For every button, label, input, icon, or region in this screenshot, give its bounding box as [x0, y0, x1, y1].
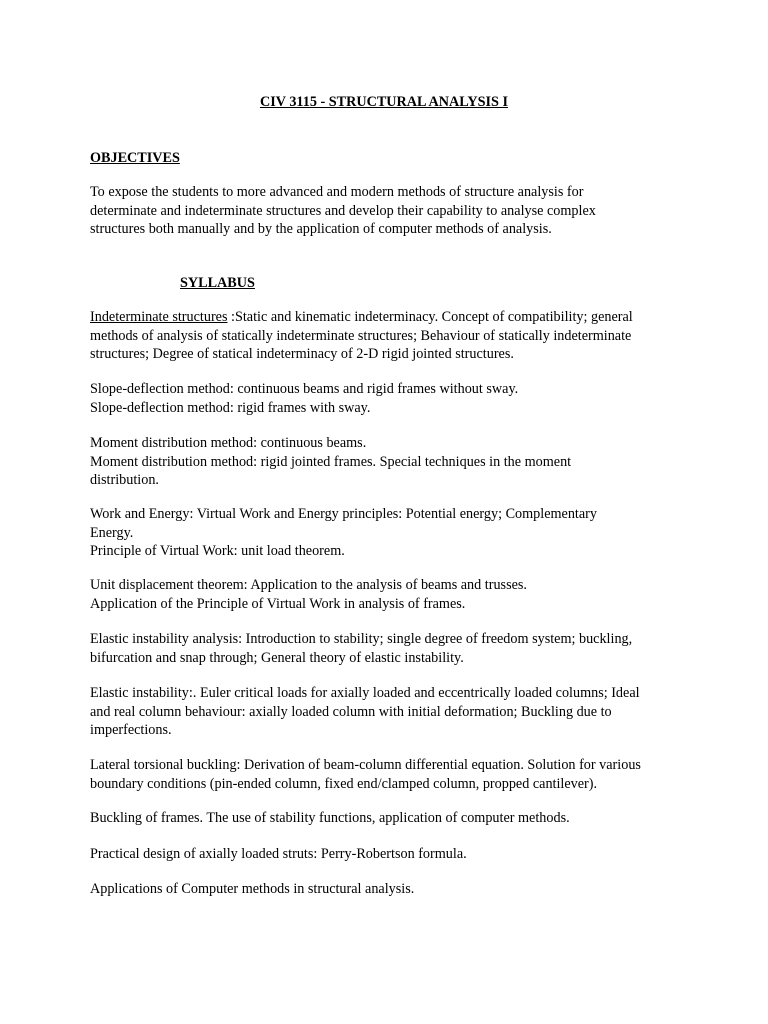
objectives-paragraph [90, 183, 690, 239]
syllabus-paragraph [90, 505, 690, 561]
syllabus-line: and real column behaviour: axially loaded column with initial deformation; Buckling due to [90, 703, 612, 720]
syllabus-line: bifurcation and snap through; General theory of elastic instability. [90, 649, 464, 666]
objectives-heading: OBJECTIVES [90, 150, 180, 166]
syllabus-paragraph [90, 756, 690, 793]
syllabus-line: boundary conditions (pin-ended column, fixed end/clamped column, propped cantilever). [90, 775, 598, 792]
syllabus-line: Practical design of axially loaded struts: Perry-Robertson formula. [90, 846, 467, 862]
syllabus-line: Energy. [90, 524, 134, 541]
syllabus-line: imperfections. [90, 722, 172, 738]
syllabus-paragraph [90, 809, 690, 828]
syllabus-line: Slope-deflection method: rigid frames with sway. [90, 399, 371, 416]
syllabus-paragraph [90, 684, 690, 740]
document-title: CIV 3115 - STRUCTURAL ANALYSIS I [260, 94, 508, 110]
syllabus-line: Application of the Principle of Virtual Work in analysis of frames. [90, 595, 466, 612]
syllabus-line: Applications of Computer methods in structural analysis. [90, 881, 415, 897]
objectives-line: structures both manually and by the application of computer methods of analysis. [90, 221, 552, 237]
indeterminate-line: structures; Degree of statical indeterminacy of 2-D rigid jointed structures. [90, 346, 514, 362]
syllabus-paragraph [90, 380, 690, 417]
objectives-line: To expose the students to more advanced and modern methods of structure analysis for [90, 184, 584, 200]
syllabus-line: Elastic instability analysis: Introduction to stability; single degree of freedom system; buckling, [90, 631, 633, 647]
syllabus-paragraph [90, 434, 690, 490]
syllabus-paragraph [90, 576, 690, 613]
syllabus-line: Moment distribution method: rigid jointed frames. Special techniques in the moment [90, 453, 572, 470]
syllabus-line: Slope-deflection method: continuous beams and rigid frames without sway. [90, 381, 519, 397]
indeterminate-line1-rest: :Static and kinematic indeterminacy. Concept of compatibility; general [227, 309, 633, 325]
syllabus-line: Work and Energy: Virtual Work and Energy principles: Potential energy; Complementary [90, 506, 597, 522]
indeterminate-line [90, 308, 690, 327]
syllabus-line: Principle of Virtual Work: unit load theorem. [90, 543, 345, 559]
indeterminate-paragraph [90, 308, 690, 364]
syllabus-line: Elastic instability:. Euler critical loads for axially loaded and eccentrically loaded columns; Ideal [90, 685, 640, 701]
syllabus-paragraph [90, 845, 690, 864]
syllabus-heading: SYLLABUS [180, 275, 255, 291]
syllabus-paragraph [90, 630, 690, 667]
syllabus-line: Buckling of frames. The use of stability functions, application of computer methods. [90, 810, 570, 826]
syllabus-line: Moment distribution method: continuous beams. [90, 435, 367, 451]
indeterminate-label: Indeterminate structures [90, 309, 228, 325]
syllabus-line: distribution. [90, 472, 159, 488]
objectives-line: determinate and indeterminate structures and develop their capability to analyse complex [90, 202, 596, 219]
syllabus-paragraph [90, 880, 690, 899]
syllabus-line: Lateral torsional buckling: Derivation of beam-column differential equation. Solution for various [90, 757, 641, 773]
indeterminate-line: methods of analysis of statically indeterminate structures; Behaviour of statically indeterminate [90, 327, 632, 344]
syllabus-line: Unit displacement theorem: Application to the analysis of beams and trusses. [90, 577, 527, 593]
